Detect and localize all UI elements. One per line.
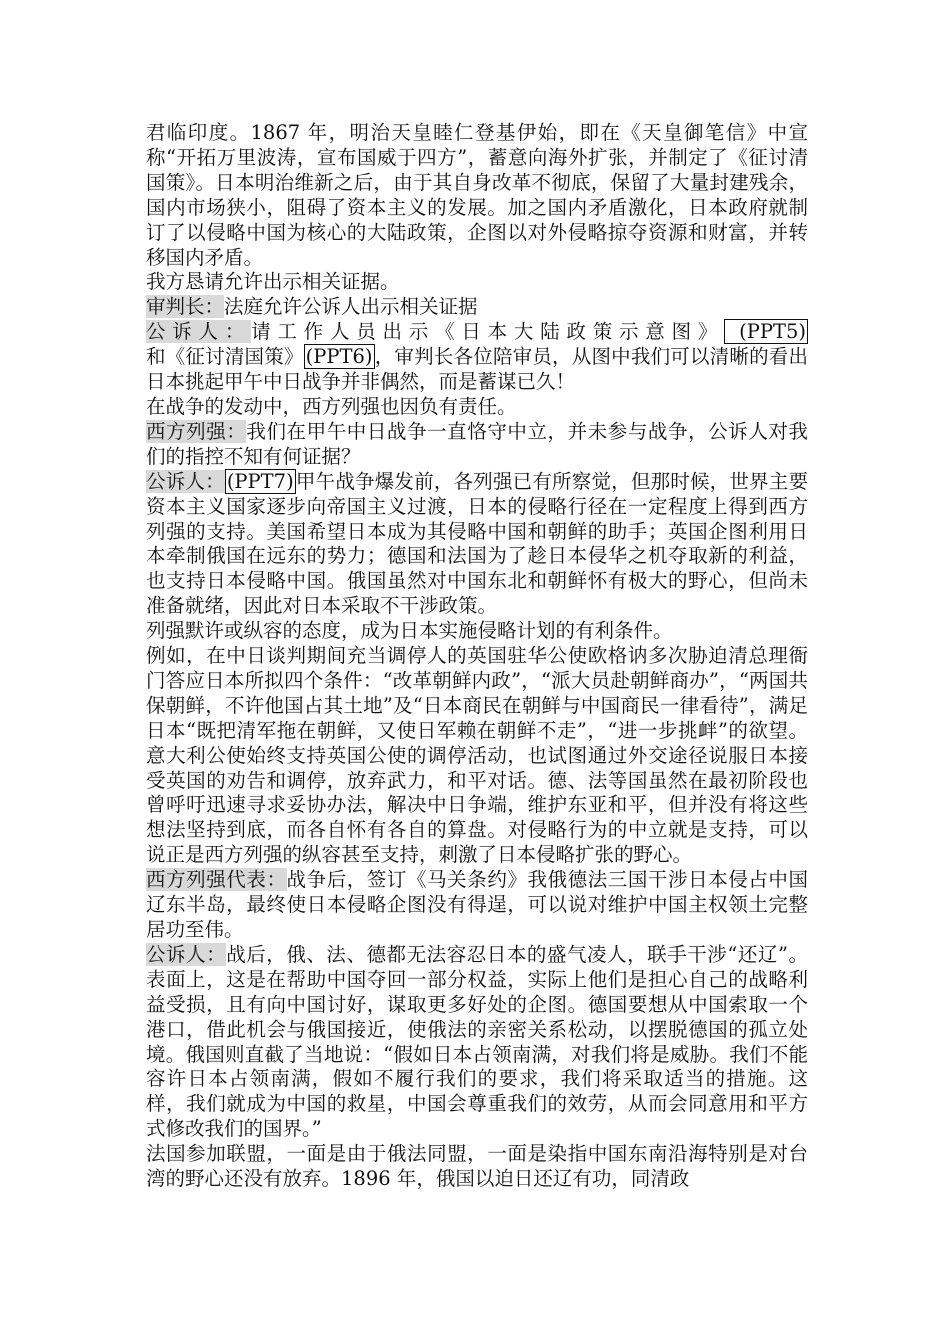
paragraph-request-evidence: 我方恳请允许出示相关证据。 (146, 270, 400, 294)
ppt-reference: (PPT5) (726, 320, 806, 344)
speech-text: 法庭允许公诉人出示相关证据 (224, 295, 478, 319)
ppt-reference: (PPT7) (226, 469, 294, 493)
speech-text: 战争后，签订《马关条约》我俄德法三国干涉日本侵占中国辽东半岛，最终使日本侵略企图没有得逞，可以说对维护中国主权领土完整居功至伟。 (146, 868, 808, 941)
speech-text: 甲午战争爆发前，各列强已有所察觉，但那时候，世界主要资本主义国家逐步向帝国主义过渡，日本的侵略行径在一定程度上得到西方列强的支持。美国希望日本成为其侵略中国和朝鲜的助手；英国企图利用日本牵制俄国在远东的势力；德国和法国为了趁日本侵华之机夺取新的利益，也支持日本侵略中国。俄国虽然对中国东北和朝鲜怀有极大的野心，但尚未准备就绪，因此对日本采取不干涉政策。 (146, 469, 808, 618)
paragraph-judge (146, 295, 808, 320)
speech-text: 和《征讨清国策》 (146, 345, 304, 369)
paragraph-western-representative (146, 868, 808, 943)
paragraph-france-alliance: 法国参加联盟，一面是由于俄法同盟，一面是染指中国东南沿海特别是对台湾的野心还没有放弃。1896 年，俄国以迫日还辽有功，同清政 (146, 1142, 808, 1191)
paragraph-japan-expansion: 君临印度。1867 年，明治天皇睦仁登基伊始，即在《天皇御笔信》中宣称“开拓万里波涛，宣布国威于四方”，蓄意向海外扩张，并制定了《征讨清国策》。日本明治维新之后，由于其自身改革不彻底，保留了大量封建残余，国内市场狭小，阻碍了资本主义的发展。加之国内矛盾激化，日本政府就制订了以侵略中国为核心的大陆政策，企图以对外侵略掠夺资源和财富，并转移国内矛盾。 (146, 121, 808, 269)
speaker-label: 西方列强： (146, 419, 247, 443)
speaker-label: 公诉人： (146, 320, 252, 344)
speaker-label: 审判长： (146, 295, 225, 319)
speaker-label: 公诉人： (146, 469, 225, 493)
speech-text: 请工作人员出示《日本大陆政策示意图》 (251, 320, 725, 344)
paragraph-prosecutor-evidence (146, 320, 808, 395)
document-body (146, 121, 808, 1192)
speaker-label: 公诉人： (146, 942, 227, 966)
speaker-label: 西方列强代表： (146, 868, 287, 892)
paragraph-western-powers-responsibility: 在战争的发动中，西方列强也因负有责任。 (146, 394, 517, 418)
speech-text: 我们在甲午中日战争一直恪守中立，并未参与战争，公诉人对我们的指控不知有何证据？ (146, 419, 808, 468)
paragraph-western-powers (146, 420, 808, 470)
speech-text: 战后，俄、法、德都无法容忍日本的盛气凌人，联手干涉“还辽”。表面上，这是在帮助中国夺回一部分权益，实际上他们是担心自己的战略利益受损，且有向中国讨好，谋取更多好处的企图。德国要想从中国索取一个港口，借此机会与俄国接近，使俄法的亲密关系松动，以摆脱德国的孤立处境。俄国则直截了当地说：“假如日本占领南满，对我们将是威胁。我们不能容许日本占领南满，假如不履行我们的要求，我们将采取适当的措施。这样，我们就成为中国的救星，中国会尊重我们的效劳，从而会同意用和平方式修改我们的国界。” (146, 942, 808, 1141)
paragraph-conditions: 列强默许或纵容的态度，成为日本实施侵略计划的有利条件。 (146, 619, 673, 643)
paragraph-prosecutor-liaodong (146, 943, 808, 1142)
ppt-reference: (PPT6) (305, 345, 373, 369)
speech-text: ，审判长各位陪审员，从图中我们可以清晰的看出日本挑起甲午中日战争并非偶然，而是蓄谋已久！ (146, 345, 808, 394)
paragraph-example-mediation: 例如，在中日谈判期间充当调停人的英国驻华公使欧格讷多次胁迫清总理衙门答应日本所拟四个条件：“改革朝鲜内政”，“派大员赴朝鲜商办”，“两国共保朝鲜，不许他国占其土地”及“日本商民在朝鲜与中国商民一律看待”，满足日本“既把清军拖在朝鲜，又使日军赖在朝鲜不走”，“进一步挑衅”的欲望。意大利公使始终支持英国公使的调停活动，也试图通过外交途径说服日本接受英国的劝告和调停，放弃武力，和平对话。德、法等国虽然在最初阶段也曾呼吁迅速寻求妥协办法，解决中日争端，维护东亚和平，但并没有将这些想法坚持到底，而各自怀有各自的算盘。对侵略行为的中立就是支持，可以说正是西方列强的纵容甚至支持，刺激了日本侵略扩张的野心。 (146, 644, 808, 867)
paragraph-prosecutor-ppt7 (146, 470, 808, 619)
